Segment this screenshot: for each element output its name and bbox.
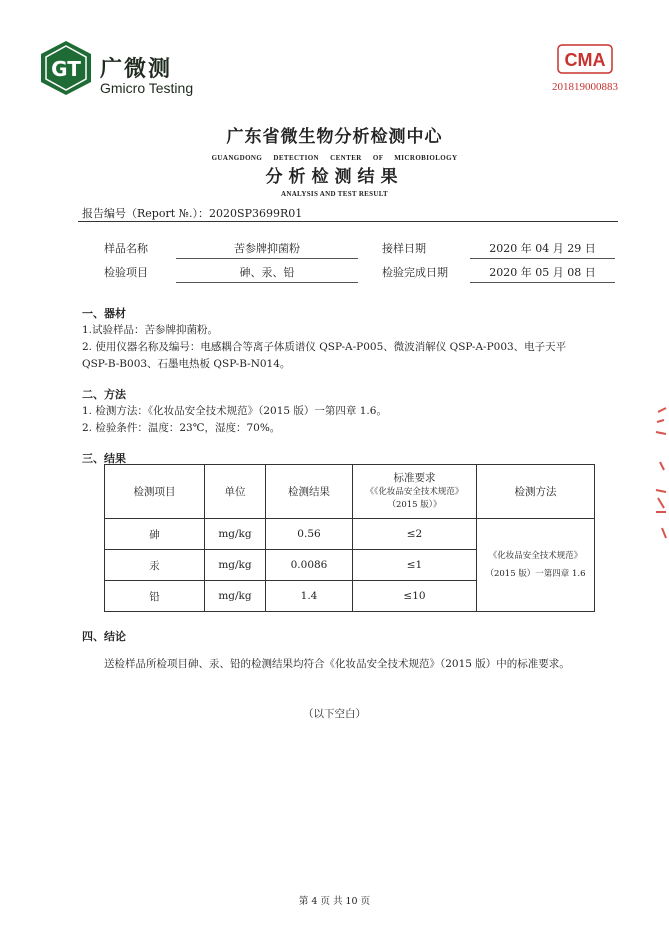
table-header-row xyxy=(105,465,595,519)
method-cell xyxy=(477,519,595,612)
receive-date-label: 接样日期 xyxy=(382,242,426,255)
section-results-heading: 三、结果 xyxy=(82,452,126,465)
test-items-label: 检验项目 xyxy=(104,266,148,279)
receive-date-value: 2020 年 04 月 29 日 xyxy=(489,242,596,255)
row-result: 0.56 xyxy=(266,519,353,550)
method-line-b: （2015 版）一第四章 1.6 xyxy=(485,569,586,579)
row-unit: mg/kg xyxy=(205,519,266,550)
equipment-line-3: QSP-B-B003、石墨电热板 QSP-B-N014。 xyxy=(82,358,291,370)
cma-seal-icon xyxy=(557,44,613,74)
equipment-line-2: 2. 使用仪器名称及编号：电感耦合等离子体质谱仪 QSP-A-P005、微波消解仪 QSP-A-P003、电子天平 xyxy=(82,341,567,353)
row-unit: mg/kg xyxy=(205,581,266,612)
row-item: 汞 xyxy=(105,550,205,581)
row-result: 1.4 xyxy=(266,581,353,612)
page-footer: 第 4 页 共 10 页 xyxy=(298,896,371,907)
report-title-english: ANALYSIS AND TEST RESULT xyxy=(280,190,388,198)
partial-stamp-icon xyxy=(644,400,669,550)
blank-note: （以下空白） xyxy=(303,708,366,720)
table-row xyxy=(105,519,595,550)
logo-chinese-name: 广微测 xyxy=(100,57,173,82)
header-unit: 单位 xyxy=(205,465,266,519)
conclusion-text: 送检样品所检项目砷、汞、铅的检测结果均符合《化妆品安全技术规范》（2015 版）中的标准要求。 xyxy=(104,658,570,670)
sample-name-value: 苦参牌抑菌粉 xyxy=(234,242,300,255)
method-line-a: 《化妆品安全技术规范》 xyxy=(488,551,583,561)
header-method: 检测方法 xyxy=(477,465,595,519)
complete-date-value: 2020 年 05 月 08 日 xyxy=(489,266,596,279)
logo-mark: GT xyxy=(51,57,81,81)
row-standard: ≤10 xyxy=(353,581,477,612)
report-title: 分析检测结果 xyxy=(265,167,404,187)
org-title-english: GUANGDONG DETECTION CENTER OF MICROBIOLOGY xyxy=(211,154,458,162)
complete-date-label: 检验完成日期 xyxy=(382,266,448,279)
receive-date-underline xyxy=(470,258,615,259)
header-standard xyxy=(353,465,477,519)
report-number: 报告编号（Report №.）：2020SP3699R01 xyxy=(82,207,303,220)
test-items-value: 砷、汞、铅 xyxy=(239,266,295,279)
logo-english-name: Gmicro Testing xyxy=(100,80,194,96)
gmicro-logo-icon xyxy=(40,40,92,96)
cma-letters: CMA xyxy=(564,50,606,70)
section-conclusion-heading: 四、结论 xyxy=(82,630,126,643)
row-result: 0.0086 xyxy=(266,550,353,581)
sample-name-label: 样品名称 xyxy=(104,242,148,255)
results-table xyxy=(104,464,595,612)
complete-date-underline xyxy=(470,282,615,283)
cma-number: 201819000883 xyxy=(552,81,618,93)
section-method-heading: 二、方法 xyxy=(82,388,126,401)
header-standard-line1: 标准要求 xyxy=(393,472,436,484)
row-standard: ≤1 xyxy=(353,550,477,581)
row-item: 铅 xyxy=(105,581,205,612)
section-equipment-heading: 一、器材 xyxy=(82,307,126,320)
row-standard: ≤2 xyxy=(353,519,477,550)
header-divider xyxy=(78,221,618,222)
test-items-underline xyxy=(176,282,358,283)
org-title: 广东省微生物分析检测中心 xyxy=(226,127,443,147)
sample-name-underline xyxy=(176,258,358,259)
equipment-line-1: 1.试验样品：苦参牌抑菌粉。 xyxy=(82,324,219,336)
method-line-1: 1. 检测方法：《化妆品安全技术规范》（2015 版）一第四章 1.6。 xyxy=(82,405,387,417)
row-item: 砷 xyxy=(105,519,205,550)
method-line-2: 2. 检验条件：温度：23℃，湿度：70%。 xyxy=(82,422,281,434)
header-item: 检测项目 xyxy=(105,465,205,519)
header-standard-line2: 《《化妆品安全技术规范》 xyxy=(365,487,464,497)
row-unit: mg/kg xyxy=(205,550,266,581)
header-standard-line3: （2015 版）》 xyxy=(387,500,442,510)
header-result: 检测结果 xyxy=(266,465,353,519)
